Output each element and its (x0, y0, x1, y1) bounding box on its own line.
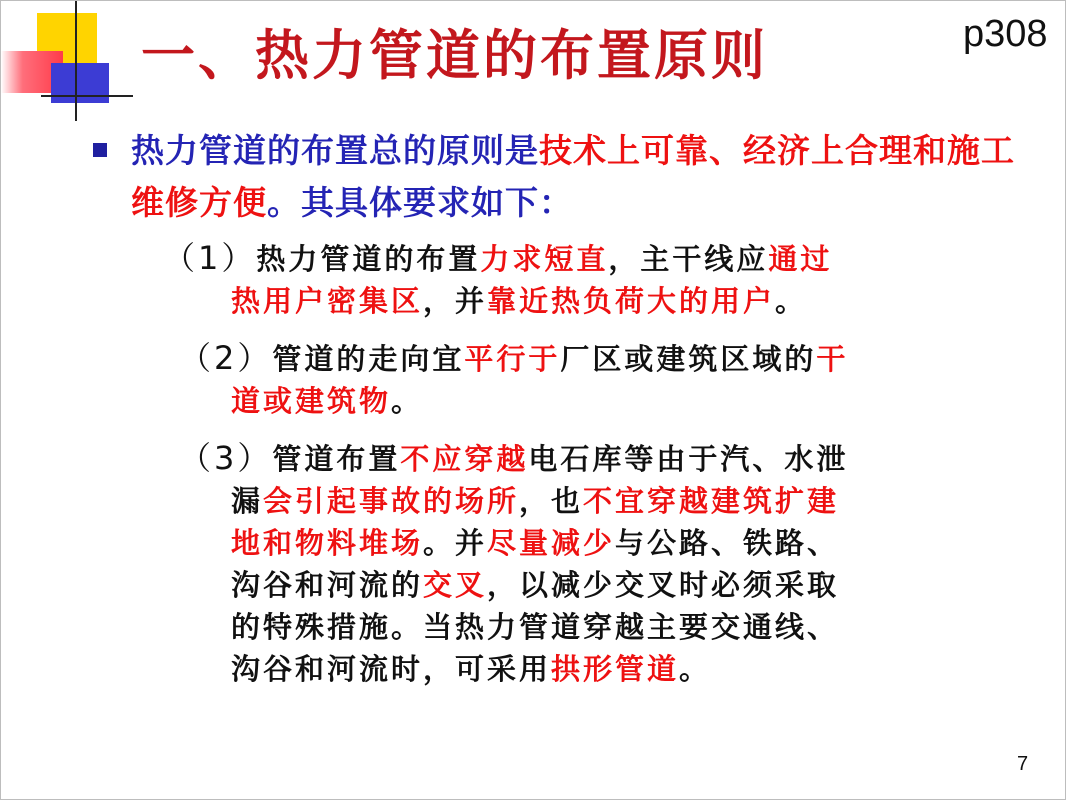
item-highlight: 热用户密集区 (231, 284, 424, 318)
square-bullet-icon (93, 143, 107, 157)
item-text: 热力管道的布置 (256, 242, 481, 276)
item-highlight: 不宜穿越建筑扩建 (583, 484, 840, 518)
item-text: 的特殊措施。当热力管道穿越主要交通线、 (231, 610, 840, 644)
page-number: 7 (1017, 753, 1029, 775)
item-text: 管道的走向宜 (272, 342, 465, 376)
item-text: 漏 (231, 484, 264, 518)
item-highlight: 干 (816, 342, 849, 376)
item-text: ，也 (519, 484, 584, 518)
item-text: 。 (391, 384, 424, 418)
item-highlight: 不应穿越 (400, 442, 529, 476)
item-highlight: 力求短直 (480, 242, 609, 276)
decor-horizontal-line (41, 95, 133, 97)
slide-title: 一、热力管道的布置原则 (141, 23, 768, 87)
item-number: （2） (179, 339, 273, 377)
item-text: 。 (775, 284, 808, 318)
item-highlight: 通过 (768, 242, 833, 276)
item-highlight: 道或建筑物 (231, 384, 392, 418)
item-highlight: 地和物料堆场 (231, 526, 424, 560)
item-continuation (179, 480, 1019, 522)
requirement-item-3 (179, 437, 1019, 690)
intro-paragraph (131, 125, 1041, 229)
item-number: （3） (179, 439, 273, 477)
item-text: 电石库等由于汽、水泄 (528, 442, 849, 476)
item-continuation (163, 280, 1013, 322)
item-highlight: 交叉 (423, 568, 488, 602)
item-continuation (179, 564, 1019, 606)
item-text: 沟谷和河流时，可采用 (231, 652, 552, 686)
item-text: ，主干线应 (608, 242, 769, 276)
requirement-item-1 (163, 237, 1013, 322)
intro-text-end: 。其具体要求如下： (267, 183, 573, 222)
item-text: 。 (679, 652, 712, 686)
item-text: 与公路、铁路、 (615, 526, 840, 560)
item-highlight: 靠近热负荷大的用户 (487, 284, 776, 318)
decor-blue-square (51, 63, 109, 103)
item-text: 沟谷和河流的 (231, 568, 424, 602)
requirement-item-2 (179, 337, 1019, 422)
item-continuation (179, 380, 1019, 422)
item-continuation (179, 606, 1019, 648)
item-text: 厂区或建筑区域的 (560, 342, 817, 376)
item-text: ，以减少交叉时必须采取 (487, 568, 840, 602)
intro-text: 热力管道的布置总的原则是 (131, 131, 539, 170)
page-reference: p308 (963, 13, 1048, 55)
item-highlight: 尽量减少 (487, 526, 616, 560)
item-highlight: 平行于 (464, 342, 561, 376)
item-highlight: 拱形管道 (551, 652, 680, 686)
item-text: 管道布置 (272, 442, 401, 476)
item-text: ，并 (423, 284, 488, 318)
item-number: （1） (163, 239, 257, 277)
item-text: 。并 (423, 526, 488, 560)
item-highlight: 会引起事故的场所 (263, 484, 520, 518)
intro-highlight: 技术上可靠、经济上合理和施工维修方便 (131, 131, 1015, 222)
item-continuation (179, 522, 1019, 564)
item-continuation (179, 648, 1019, 690)
decor-vertical-line (75, 1, 77, 121)
